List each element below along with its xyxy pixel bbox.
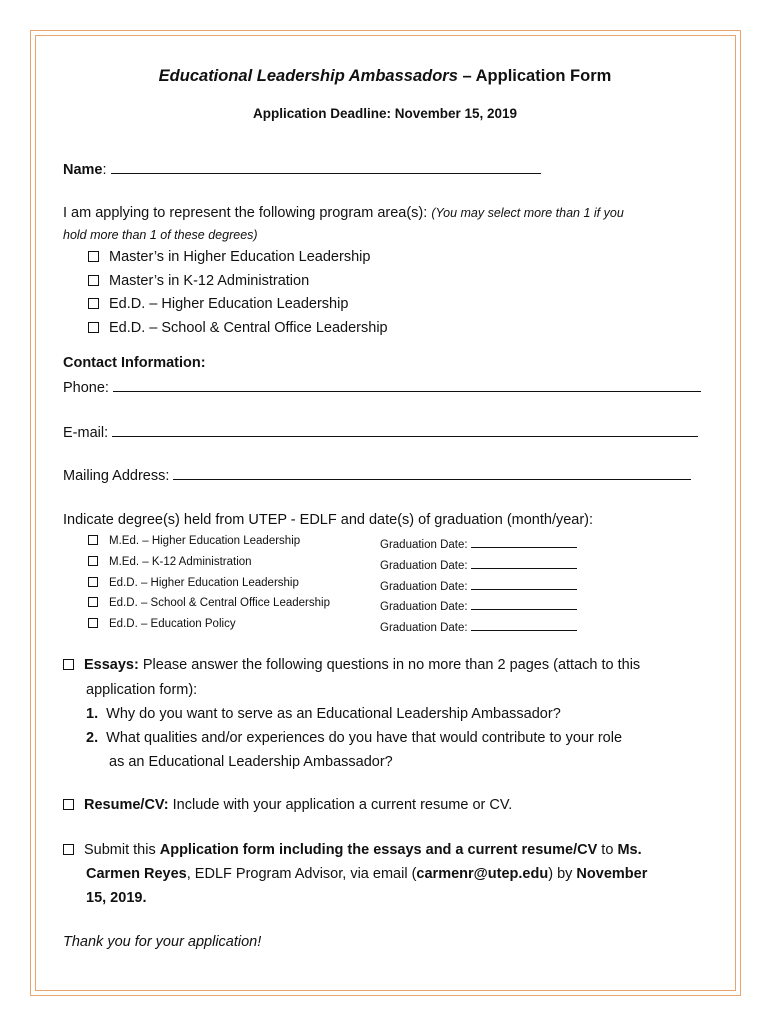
title-italic: Educational Leadership Ambassadors: [158, 67, 458, 85]
graduation-date-field[interactable]: [471, 618, 577, 631]
submit-line-2: [86, 866, 647, 882]
program-note-1: (You may select more than 1 if you: [431, 206, 624, 220]
address-row: [63, 467, 691, 484]
essays-text: Please answer the following questions in no more than 2 pages (attach to this: [138, 657, 641, 673]
address-label: Mailing Address:: [63, 468, 174, 484]
program-option-label: Master’s in K-12 Administration: [109, 273, 310, 289]
resume-text: Include with your application a current resume or CV.: [168, 797, 513, 813]
name-row: Name:: [63, 161, 541, 178]
degree-label: Ed.D. – Higher Education Leadership: [109, 577, 299, 589]
graduation-date-row: [380, 618, 577, 634]
email-label: E-mail:: [63, 425, 113, 441]
address-field[interactable]: [173, 467, 691, 480]
checkbox[interactable]: [88, 298, 99, 309]
submit-text: to: [597, 842, 618, 858]
contact-heading: [63, 355, 206, 371]
graduation-date-row: [380, 597, 577, 613]
checkbox[interactable]: [88, 535, 98, 545]
checkbox[interactable]: [88, 322, 99, 333]
graduation-date-label: Graduation Date:: [380, 622, 471, 634]
degrees-intro: Indicate degree(s) held from UTEP - EDLF and date(s) of graduation (month/year):: [63, 512, 594, 528]
essays-checkbox[interactable]: [63, 659, 74, 670]
degree-item[interactable]: [88, 535, 300, 547]
essays-label: Essays:: [84, 657, 139, 673]
submit-line-1: [63, 842, 642, 858]
resume-label: Resume/CV:: [84, 797, 169, 813]
phone-field[interactable]: [113, 379, 701, 392]
submit-text: , EDLF Program Advisor, via email (: [186, 866, 417, 882]
phone-label: Phone:: [63, 380, 113, 396]
form-title: [0, 67, 770, 86]
email-row: [63, 424, 698, 441]
essay-question-2: [86, 730, 622, 746]
degree-item[interactable]: [88, 618, 236, 630]
essays-text-line2: application form):: [86, 682, 198, 698]
degree-item[interactable]: [88, 577, 299, 589]
checkbox[interactable]: [88, 251, 99, 262]
program-note-line2: [63, 228, 258, 242]
phone-row: [63, 379, 701, 396]
essay-question-number: 1.: [86, 706, 99, 722]
thank-you-note: [63, 934, 261, 950]
graduation-date-field[interactable]: [471, 556, 577, 569]
degree-label: M.Ed. – K-12 Administration: [109, 556, 252, 568]
essay-question-text: Why do you want to serve as an Educational Leadership Ambassador?: [106, 706, 561, 722]
program-option[interactable]: [88, 249, 370, 265]
submit-text: ) by: [548, 866, 577, 882]
graduation-date-field[interactable]: [471, 577, 577, 590]
name-field[interactable]: [111, 161, 541, 174]
email-field[interactable]: [112, 424, 698, 437]
submit-bold: Ms.: [617, 842, 642, 858]
advisor-email[interactable]: carmenr@utep.edu: [416, 866, 549, 882]
program-option-label: Master’s in Higher Education Leadership: [109, 249, 371, 265]
program-intro: [63, 205, 624, 221]
degree-label: Ed.D. – Education Policy: [109, 618, 236, 630]
essays-row: [63, 657, 640, 673]
resume-checkbox[interactable]: [63, 799, 74, 810]
submit-checkbox[interactable]: [63, 844, 74, 855]
graduation-date-label: Graduation Date:: [380, 581, 471, 593]
graduation-date-field[interactable]: [471, 597, 577, 610]
thank-you-text: Thank you for your application!: [63, 934, 262, 950]
checkbox[interactable]: [88, 275, 99, 286]
graduation-date-row: [380, 556, 577, 572]
submit-text: Submit this: [84, 842, 160, 858]
submit-bold: November: [576, 866, 648, 882]
essay-question-number: 2.: [86, 730, 99, 746]
checkbox[interactable]: [88, 597, 98, 607]
program-option-label: Ed.D. – School & Central Office Leadership: [109, 320, 388, 336]
program-option[interactable]: [88, 320, 388, 336]
resume-row: [63, 797, 512, 813]
checkbox[interactable]: [88, 577, 98, 587]
degree-item[interactable]: [88, 556, 252, 568]
degree-item[interactable]: [88, 597, 330, 609]
checkbox[interactable]: [88, 556, 98, 566]
degree-label: Ed.D. – School & Central Office Leadership: [109, 597, 330, 609]
degree-label: M.Ed. – Higher Education Leadership: [109, 535, 301, 547]
program-option[interactable]: [88, 273, 309, 289]
program-option[interactable]: [88, 296, 348, 312]
checkbox[interactable]: [88, 618, 98, 628]
name-label: Name: [63, 162, 103, 178]
graduation-date-row: [380, 535, 577, 551]
essay-question-2-cont: as an Educational Leadership Ambassador?: [109, 754, 393, 770]
essay-question-text: What qualities and/or experiences do you have that would contribute to your role: [106, 730, 623, 746]
advisor-name: Carmen Reyes: [86, 866, 187, 882]
submit-line-3: [86, 890, 146, 906]
graduation-date-field[interactable]: [471, 535, 577, 548]
submit-bold: Application form including the essays and a current resume/CV: [159, 842, 598, 858]
application-deadline: Application Deadline: November 15, 2019: [252, 106, 518, 121]
graduation-date-label: Graduation Date:: [380, 560, 471, 572]
graduation-date-label: Graduation Date:: [380, 539, 471, 551]
title-rest: – Application Form: [457, 67, 612, 85]
program-note-2: hold more than 1 of these degrees): [63, 228, 258, 242]
essay-question-1: [86, 706, 561, 722]
submit-deadline: 15, 2019.: [86, 890, 147, 906]
program-option-label: Ed.D. – Higher Education Leadership: [109, 296, 349, 312]
program-intro-text: I am applying to represent the following program area(s):: [63, 205, 432, 221]
graduation-date-row: [380, 577, 577, 593]
contact-heading-text: Contact Information:: [63, 355, 206, 371]
graduation-date-label: Graduation Date:: [380, 601, 471, 613]
